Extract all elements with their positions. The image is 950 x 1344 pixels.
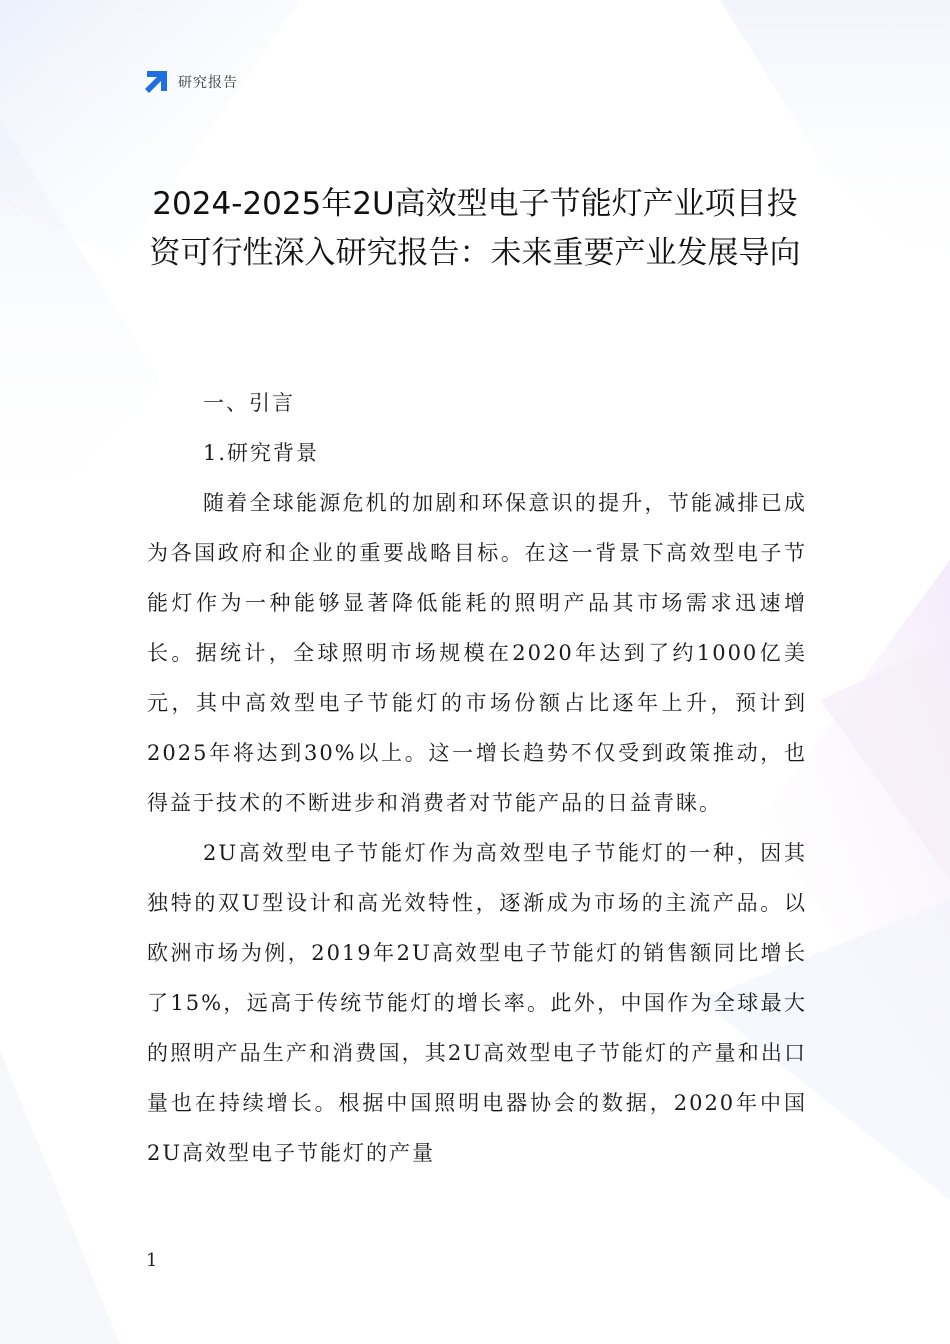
document-title: 2024-2025年2U高效型电子节能灯产业项目投资可行性深入研究报告：未来重要产业发展导向 <box>149 186 801 271</box>
header-label: 研究报告 <box>178 75 238 91</box>
section-heading-intro: 一、引言 <box>203 391 295 415</box>
report-header <box>143 68 238 96</box>
body-paragraph: 随着全球能源危机的加剧和环保意识的提升，节能减排已成为各国政府和企业的重要战略目标。在这一背景下高效型电子节能灯作为一种能够显著降低能耗的照明产品其市场需求迅速增长。据统计，全球照明市场规模在2020年达到了约1000亿美元，其中高效型电子节能灯的市场份额占比逐年上升，预计到2025年将达到30%以上。这一增长趋势不仅受到政策推动，也得益于技术的不断进步和消费者对节能产品的日益青睐。 <box>147 491 807 815</box>
subsection-heading-background: 1.研究背景 <box>203 441 320 465</box>
body-paragraph: 2U高效型电子节能灯作为高效型电子节能灯的一种，因其独特的双U型设计和高光效特性，逐渐成为市场的主流产品。以欧洲市场为例，2019年2U高效型电子节能灯的销售额同比增长了15%，远高于传统节能灯的增长率。此外，中国作为全球最大的照明产品生产和消费国，其2U高效型电子节能灯的产量和出口量也在持续增长。根据中国照明电器协会的数据，2020年中国2U高效型电子节能灯的产量 <box>147 841 807 1165</box>
arrow-up-right-icon <box>143 69 169 95</box>
page-number: 1 <box>146 1250 158 1271</box>
document-body <box>147 378 807 1178</box>
